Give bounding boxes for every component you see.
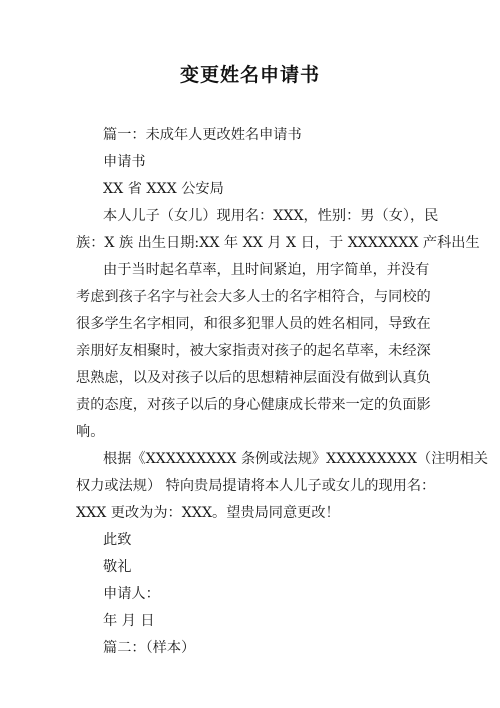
recipient-line: XX 省 XXX 公安局 [103, 181, 224, 197]
body-line: 本人儿子（女儿）现用名：XXX，性别：男（女），民 [103, 208, 439, 224]
body-line: XXX 更改为为：XXX。望贵局同意更改！ [76, 505, 340, 521]
body-line: 很多学生名字相同，和很多犯罪人员的姓名相同，导致在 [76, 316, 431, 332]
date-line: 年 月 日 [103, 613, 155, 629]
body-line: 思熟虑，以及对孩子以后的思想精神层面没有做到认真负 [76, 370, 431, 386]
applicant-line: 申请人： [103, 586, 160, 602]
body-line: 考虑到孩子名字与社会大多人士的名字相符合，与同校的 [76, 289, 431, 305]
closing-line: 敬礼 [103, 559, 132, 575]
body-line: 族：X 族 出生日期:XX 年 XX 月 X 日，于 XXXXXXX 产科出生 [76, 235, 480, 251]
body-line: 权力或法规） 特向贵局提请将本人儿子或女儿的现用名： [76, 478, 436, 494]
body-line: 根据《XXXXXXXXX 条例或法规》XXXXXXXXX（注明相关 [103, 451, 488, 467]
body-line: 责的态度，对孩子以后的身心健康成长带来一定的负面影 [76, 397, 431, 413]
section-heading-1: 篇一：未成年人更改姓名申请书 [103, 127, 302, 143]
doc-label: 申请书 [103, 154, 146, 170]
document-title: 变更姓名申请书 [179, 64, 320, 86]
closing-line: 此致 [103, 532, 132, 548]
section-heading-2: 篇二：（样本） [103, 640, 196, 656]
body-line: 亲朋好友相聚时，被大家指责对孩子的起名草率，未经深 [76, 343, 431, 359]
body-line: 响。 [76, 424, 105, 440]
body-line: 由于当时起名草率，且时间紧迫，用字简单，并没有 [103, 262, 430, 278]
